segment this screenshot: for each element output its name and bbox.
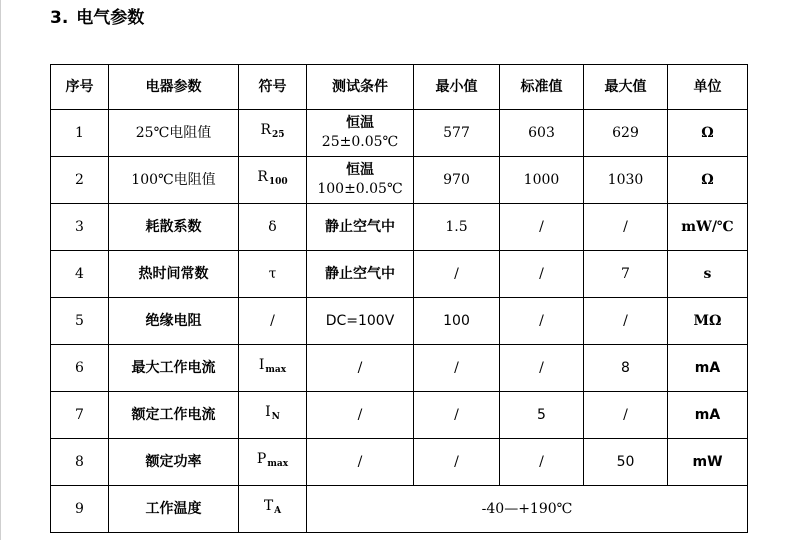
cell-condition: /: [307, 439, 414, 486]
cell-unit: mA: [668, 392, 748, 439]
table-header-row: [51, 65, 748, 110]
symbol-subscript: max: [267, 459, 289, 469]
cell-min: 1.5: [414, 204, 500, 251]
cell-min: /: [414, 251, 500, 298]
cell-temperature-range: -40—+190℃: [307, 486, 748, 533]
cell-parameter: 工作温度: [109, 486, 239, 533]
cell-typical: 1000: [500, 157, 584, 204]
cell-max: 7: [584, 251, 668, 298]
header-parameter: 电器参数: [109, 65, 239, 110]
cell-min: /: [414, 392, 500, 439]
symbol-main: δ: [268, 218, 277, 235]
header-max: 最大值: [584, 65, 668, 110]
symbol-subscript: 25: [272, 130, 285, 140]
cell-symbol: [239, 439, 307, 486]
cell-index: 1: [51, 110, 109, 157]
header-test-condition: 测试条件: [307, 65, 414, 110]
section-title: 电气参数: [76, 8, 145, 28]
cell-typical: /: [500, 345, 584, 392]
cell-unit: s: [668, 251, 748, 298]
section-heading: [50, 6, 144, 30]
symbol-main: R: [257, 169, 268, 185]
cell-symbol: [239, 157, 307, 204]
symbol-main: R: [260, 122, 271, 138]
cell-index: 6: [51, 345, 109, 392]
cell-typical: /: [500, 204, 584, 251]
cell-index: 3: [51, 204, 109, 251]
cell-parameter: 最大工作电流: [109, 345, 239, 392]
cell-max: 8: [584, 345, 668, 392]
symbol-main: I: [265, 404, 271, 420]
cell-condition: /: [307, 345, 414, 392]
header-typical: 标准值: [500, 65, 584, 110]
symbol-subscript: 100: [268, 177, 288, 187]
condition-line-1: 恒温: [346, 115, 374, 131]
header-symbol: 符号: [239, 65, 307, 110]
header-index: 序号: [51, 65, 109, 110]
cell-symbol: [239, 251, 307, 298]
cell-typical: /: [500, 251, 584, 298]
cell-parameter: 额定工作电流: [109, 392, 239, 439]
symbol-subscript: max: [265, 365, 287, 375]
cell-parameter: 25℃电阻值: [109, 110, 239, 157]
cell-max: 50: [584, 439, 668, 486]
table-row: [51, 110, 748, 157]
cell-max: /: [584, 392, 668, 439]
cell-typical: 603: [500, 110, 584, 157]
header-unit: 单位: [668, 65, 748, 110]
cell-condition: [307, 157, 414, 204]
cell-unit: mW: [668, 439, 748, 486]
cell-parameter: 100℃电阻值: [109, 157, 239, 204]
cell-parameter: 额定功率: [109, 439, 239, 486]
cell-condition: 静止空气中: [307, 251, 414, 298]
cell-index: 7: [51, 392, 109, 439]
cell-parameter: 热时间常数: [109, 251, 239, 298]
cell-unit: mA: [668, 345, 748, 392]
cell-min: /: [414, 439, 500, 486]
symbol-main: τ: [268, 265, 277, 282]
cell-symbol: [239, 110, 307, 157]
cell-typical: /: [500, 439, 584, 486]
table-row: [51, 439, 748, 486]
symbol-main: P: [256, 451, 267, 467]
cell-unit: MΩ: [668, 298, 748, 345]
condition-line-2: 25±0.05℃: [321, 134, 399, 150]
condition-line-2: 100±0.05℃: [317, 181, 403, 197]
cell-condition: /: [307, 392, 414, 439]
cell-unit: Ω: [668, 157, 748, 204]
cell-unit: Ω: [668, 110, 748, 157]
cell-min: 970: [414, 157, 500, 204]
table-row: [51, 204, 748, 251]
cell-index: 9: [51, 486, 109, 533]
cell-index: 5: [51, 298, 109, 345]
cell-index: 8: [51, 439, 109, 486]
symbol-main: I: [258, 357, 265, 373]
cell-max: 629: [584, 110, 668, 157]
condition-line-1: 恒温: [346, 162, 374, 178]
header-min: 最小值: [414, 65, 500, 110]
electrical-parameters-table: [50, 64, 748, 533]
cell-unit: mW/℃: [668, 204, 748, 251]
cell-min: 577: [414, 110, 500, 157]
symbol-subscript: N: [271, 412, 280, 422]
cell-max: 1030: [584, 157, 668, 204]
cell-parameter: 耗散系数: [109, 204, 239, 251]
table-row: [51, 251, 748, 298]
cell-condition: 静止空气中: [307, 204, 414, 251]
page-left-border: [0, 0, 1, 540]
cell-symbol: [239, 486, 307, 533]
symbol-main: T: [263, 498, 274, 514]
cell-typical: 5: [500, 392, 584, 439]
cell-max: /: [584, 204, 668, 251]
table-row: [51, 486, 748, 533]
cell-condition: DC=100V: [307, 298, 414, 345]
cell-condition: [307, 110, 414, 157]
symbol-subscript: A: [274, 506, 282, 516]
cell-symbol: [239, 392, 307, 439]
cell-parameter: 绝缘电阻: [109, 298, 239, 345]
cell-max: /: [584, 298, 668, 345]
section-number: 3.: [50, 8, 69, 28]
table-row: [51, 298, 748, 345]
cell-symbol: [239, 298, 307, 345]
cell-symbol: [239, 204, 307, 251]
cell-typical: /: [500, 298, 584, 345]
table-row: [51, 157, 748, 204]
cell-index: 4: [51, 251, 109, 298]
table-row: [51, 345, 748, 392]
cell-index: 2: [51, 157, 109, 204]
cell-min: /: [414, 345, 500, 392]
cell-symbol: [239, 345, 307, 392]
cell-min: 100: [414, 298, 500, 345]
table-row: [51, 392, 748, 439]
symbol-main: /: [270, 312, 275, 329]
